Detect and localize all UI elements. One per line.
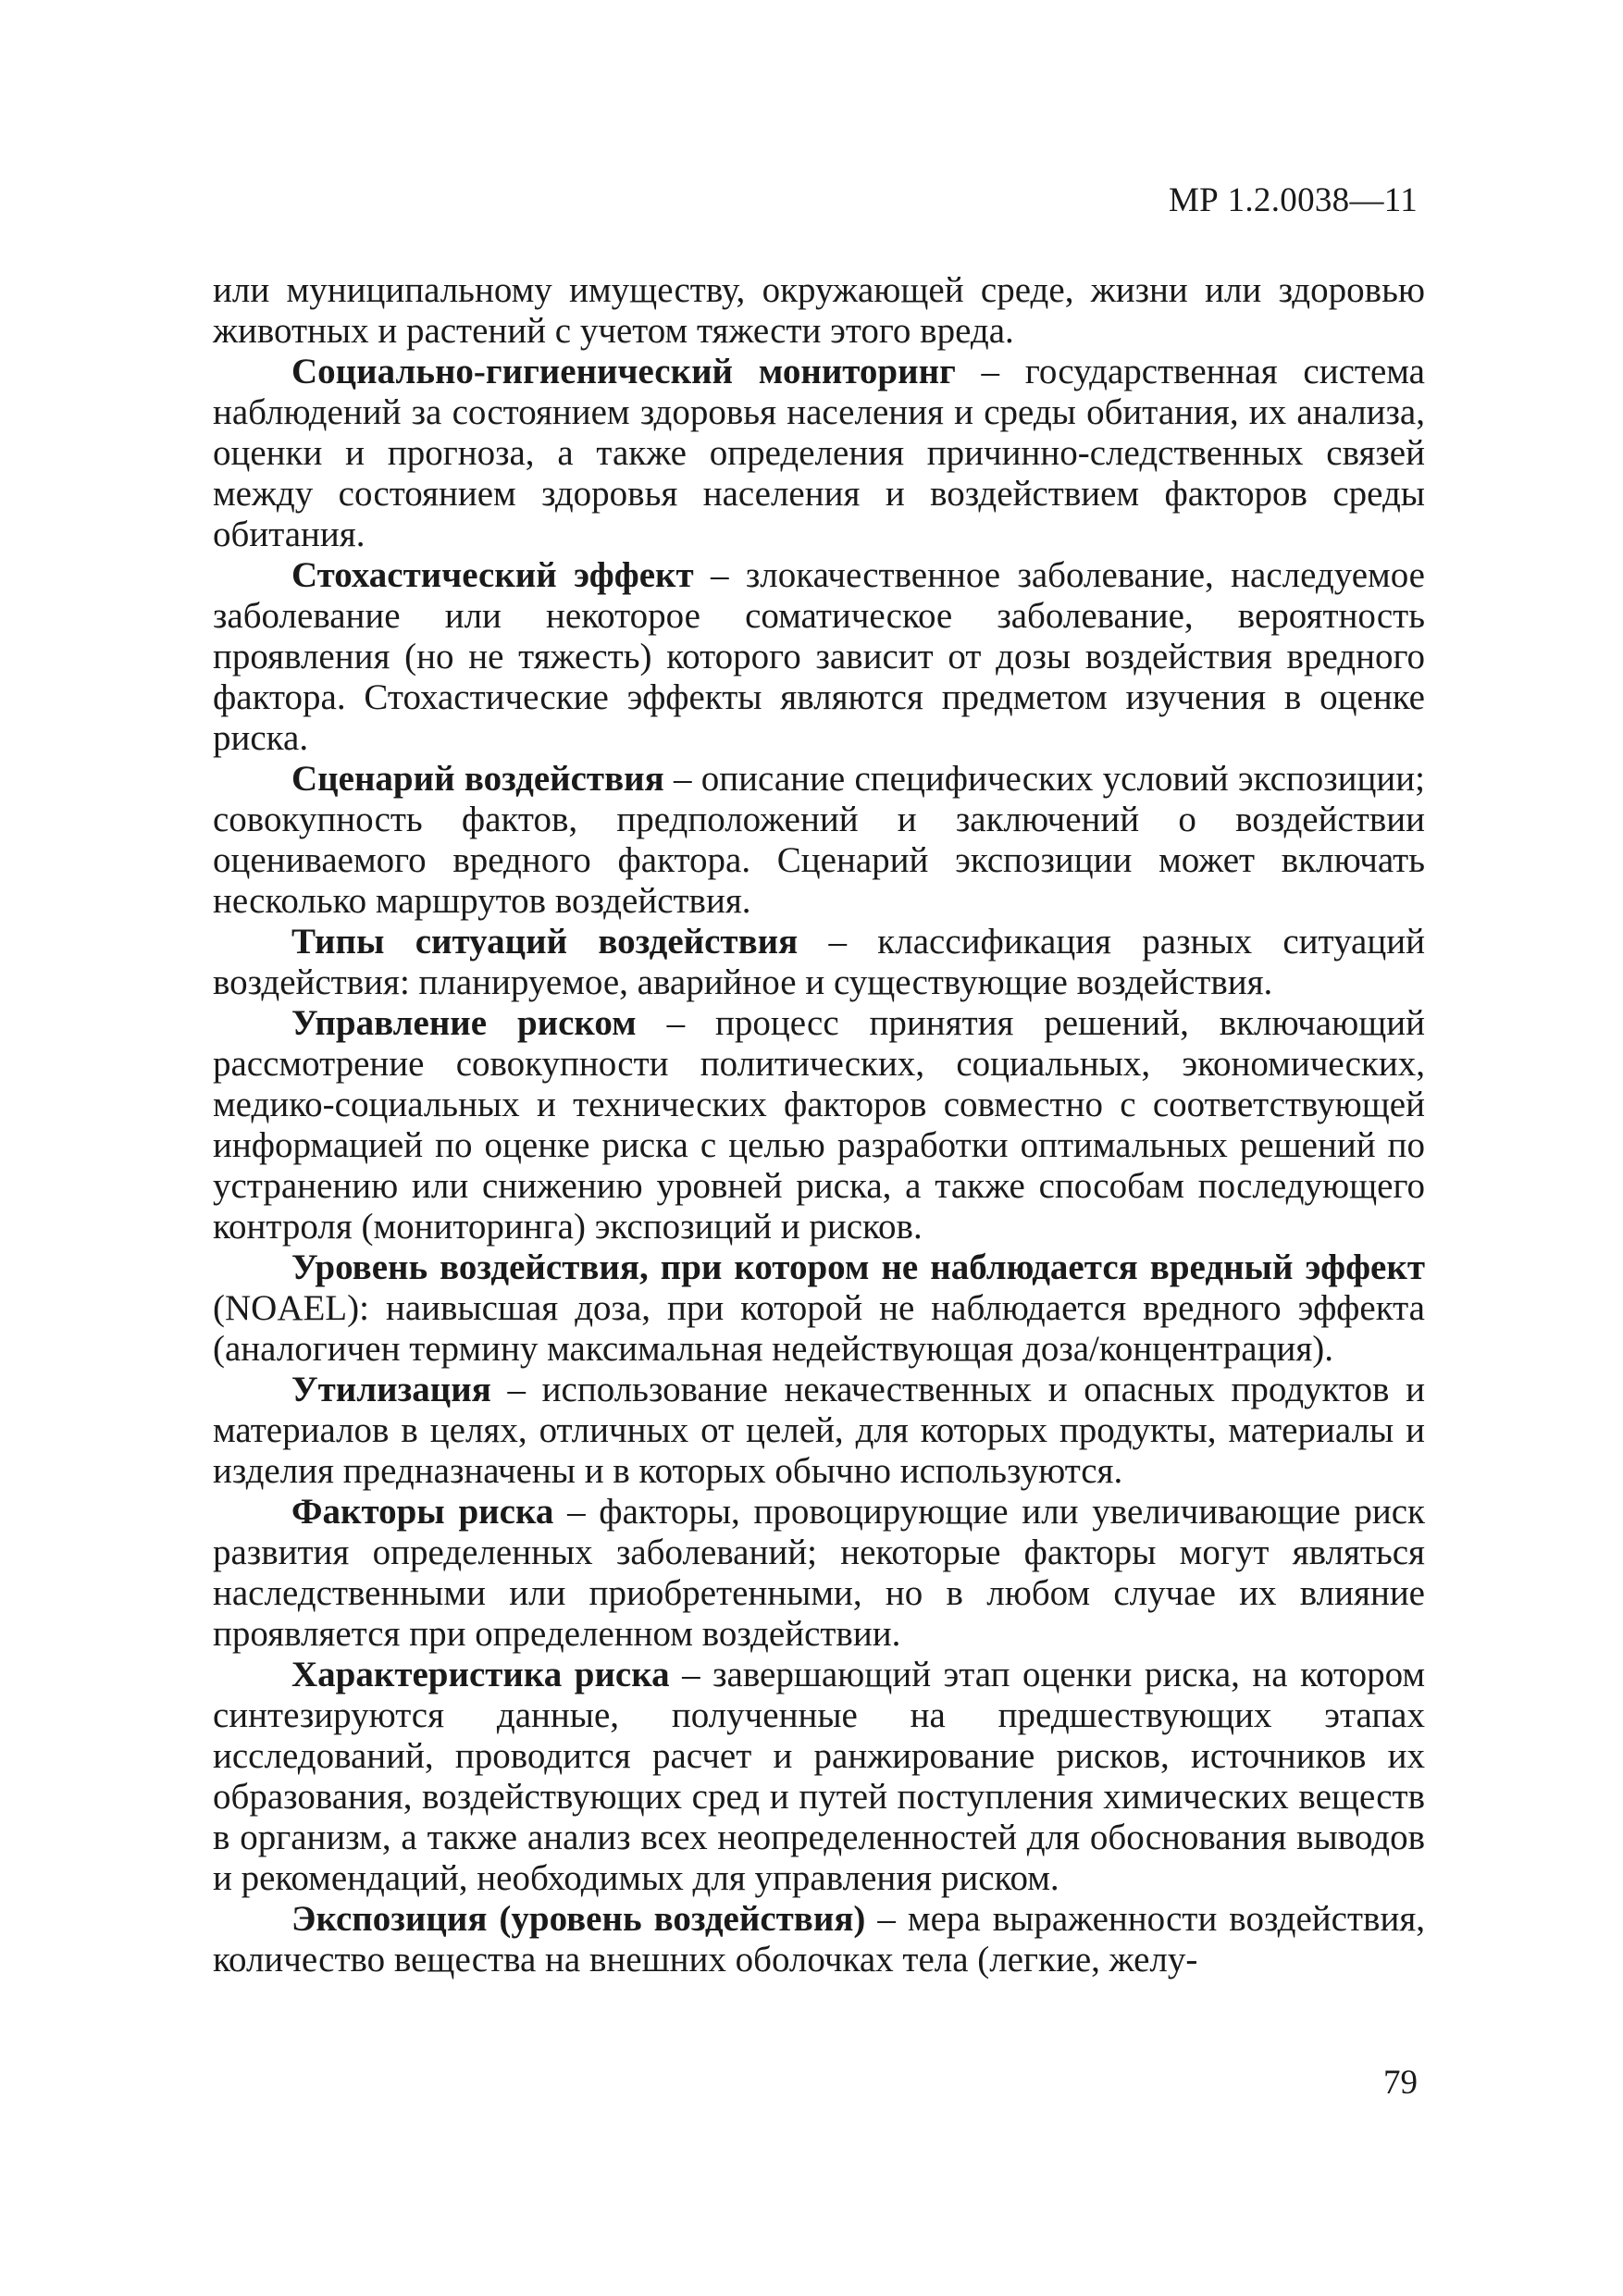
term-heading: Характеристика риска [291,1655,670,1694]
term-heading: Утилизация [291,1370,491,1409]
term-heading: Социально-гигиенический мониторинг [291,352,956,391]
term-heading: Управление риском [291,1003,637,1043]
term-definition: – мера выраженности воздействия, количество вещества на внешних оболочках тела (легкие, желу- [213,1899,1426,1980]
term-definition: – факторы, провоцирующие или увеличивающие риск развития определенных заболеваний; некоторые факторы могут являться наследственными или приобретенными, но в любом случае их влияние проявляется при определенном воздействии. [213,1492,1426,1654]
paragraph-term-entry [213,1899,1425,1980]
paragraph-term-entry [213,922,1425,1003]
term-heading: Уровень воздействия, при котором не наблюдается вредный эффект [291,1247,1425,1287]
term-heading: Сценарий воздействия [291,759,664,799]
term-definition: – классификация разных ситуаций воздействия: планируемое, аварийное и существующие воздействия. [213,922,1425,1002]
term-definition: – государственная система наблюдений за состоянием здоровья населения и среды обитания, их анализа, оценки и прогноза, а также определения причинно-следственных связей между состоянием здоровья населения и воздействием факторов среды обитания. [213,352,1425,554]
paragraph-term-entry [213,352,1425,555]
paragraph-term-entry [213,1370,1425,1492]
term-definition: (NOAEL): наивысшая доза, при которой не наблюдается вредного эффекта (аналогичен термину максимальная недействующая доза/концентрация). [213,1288,1425,1369]
term-definition: – завершающий этап оценки риска, на котором синтезируются данные, полученные на предшествующих этапах исследований, проводится расчет и ранжирование рисков, источников их образования, воздействующих сред и путей поступления химических веществ в организм, а также анализ всех неопределенностей для обоснования выводов и рекомендаций, необходимых для управления риском. [213,1655,1425,1898]
term-heading: Типы ситуаций воздействия [291,922,799,962]
paragraph-term-entry [213,555,1425,759]
term-definition: – злокачественное заболевание, наследуемое заболевание или некоторое соматическое заболевание, вероятность проявления (но не тяжесть) которого зависит от дозы воздействия вредного фактора. Стохастические эффекты являются предметом изучения в оценке риска. [213,555,1425,758]
term-definition: – использование некачественных и опасных продуктов и материалов в целях, отличных от целей, для которых продукты, материалы и изделия предназначены и в которых обычно используются. [213,1370,1425,1491]
paragraph-term-entry [213,1655,1425,1899]
paragraph-continuation [213,270,1425,352]
term-definition: – процесс принятия решений, включающий рассмотрение совокупности политических, социальных, экономических, медико-социальных и технических факторов совместно с соответствующей информацией по оценке риска с целью разработки оптимальных решений по устранению или снижению уровней риска, а также способам последующего контроля (мониторинга) экспозиций и рисков. [213,1003,1426,1247]
paragraph-term-entry [213,1003,1425,1247]
paragraph-term-entry [213,759,1425,922]
term-heading: Факторы риска [291,1492,554,1532]
paragraph-definition: или муниципальному имуществу, окружающей среде, жизни или здоровью животных и растений с учетом тяжести этого вреда. [213,270,1425,351]
paragraph-term-entry [213,1247,1425,1370]
paragraph-term-entry [213,1492,1425,1655]
page-number: 79 [1383,2064,1418,2102]
body-text [213,270,1425,1980]
document-code: МР 1.2.0038—11 [1168,181,1418,219]
term-heading: Экспозиция (уровень воздействия) [291,1899,866,1939]
term-heading: Стохастический эффект [291,555,694,595]
term-definition: – описание специфических условий экспозиции; совокупность фактов, предположений и заключений о воздействии оцениваемого вредного фактора. Сценарий экспозиции может включать несколько маршрутов воздействия. [213,759,1426,921]
